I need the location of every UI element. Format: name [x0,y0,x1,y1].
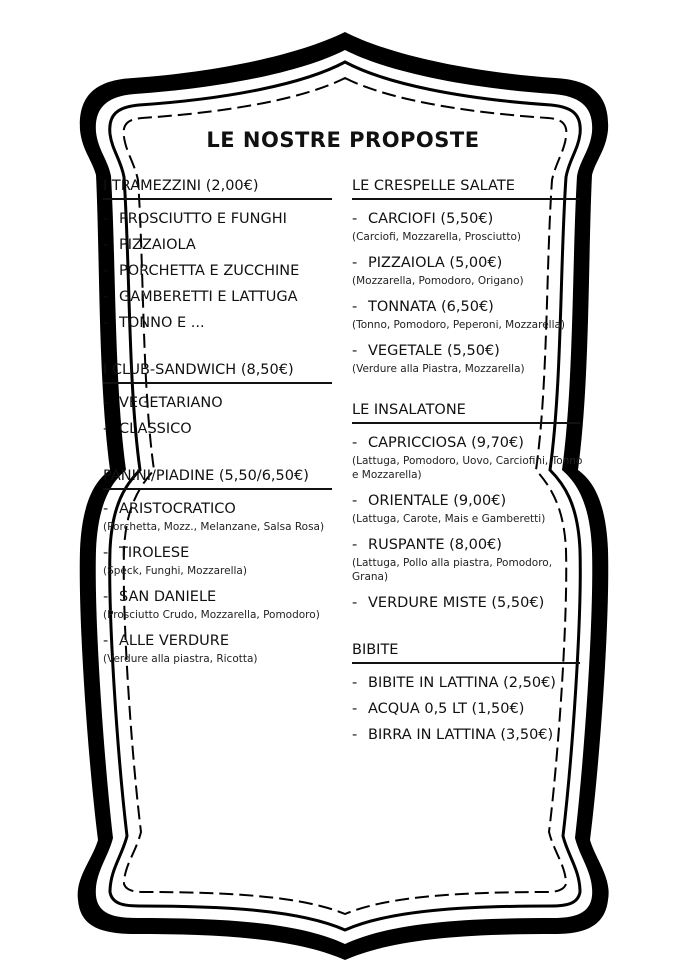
item-name: CAPRICCIOSA (9,70€) [368,435,524,451]
menu-title: LE NOSTRE PROPOSTE [206,128,480,152]
item-name: ACQUA 0,5 LT (1,50€) [368,701,525,717]
menu-item: - TONNO E ... [103,315,205,331]
item-description: (Prosciutto Crudo, Mozzarella, Pomodoro) [103,609,320,621]
section-heading: LE CRESPELLE SALATE [352,178,580,200]
item-name: TONNATA (6,50€) [368,299,494,315]
menu-item: - SAN DANIELE [103,589,217,605]
section-heading: I CLUB-SANDWICH (8,50€) [103,362,332,384]
item-description: (Lattuga, Pollo alla piastra, Pomodoro, Grana) [352,557,553,583]
section-heading: LE INSALATONE [352,402,580,424]
menu-item: - ARISTOCRATICO [103,501,236,517]
menu-item: - RUSPANTE (8,00€) [352,537,502,553]
menu-item: - TIROLESE [103,545,190,561]
menu-item: - VEGETALE (5,50€) [352,343,500,359]
item-name: PORCHETTA E ZUCCHINE [119,263,300,279]
section-panini-piadine [103,468,338,666]
item-name: ALLE VERDURE [119,633,230,649]
right-column [352,178,587,766]
item-name: ARISTOCRATICO [119,501,236,517]
item-description: (Verdure alla Piastra, Mozzarella) [352,363,525,375]
menu-item: - CARCIOFI (5,50€) [352,211,494,227]
menu-item: - VEGETARIANO [103,395,223,411]
menu-item: - PORCHETTA E ZUCCHINE [103,263,300,279]
menu-item: - ORIENTALE (9,00€) [352,493,507,509]
item-description: (Porchetta, Mozz., Melanzane, Salsa Rosa) [103,521,325,533]
item-name: RUSPANTE (8,00€) [368,537,502,553]
item-description: (Speck, Funghi, Mozzarella) [103,565,247,577]
item-description: (Verdure alla piastra, Ricotta) [103,653,258,665]
menu-item: - CAPRICCIOSA (9,70€) [352,435,524,451]
section-heading: BIBITE [352,642,580,664]
item-name: ORIENTALE (9,00€) [368,493,507,509]
item-name: GAMBERETTI E LATTUGA [119,289,298,305]
section-club-sandwich [103,362,338,442]
section-heading: PANINI/PIADINE (5,50/6,50€) [103,468,332,490]
item-name: CLASSICO [119,421,192,437]
item-description: (Carciofi, Mozzarella, Prosciutto) [352,231,522,243]
item-description: (Tonno, Pomodoro, Peperoni, Mozzarella) [352,319,566,331]
item-name: VERDURE MISTE (5,50€) [368,595,545,611]
item-name: BIRRA IN LATTINA (3,50€) [368,727,554,743]
menu-item: - PIZZAIOLA (5,00€) [352,255,503,271]
item-name: TONNO E ... [119,315,205,331]
left-column [103,178,338,684]
menu-item: - PROSCIUTTO E FUNGHI [103,211,287,227]
menu-item: - CLASSICO [103,421,192,437]
item-name: TIROLESE [119,545,190,561]
menu-item: - ACQUA 0,5 LT (1,50€) [352,701,525,717]
item-name: PROSCIUTTO E FUNGHI [119,211,287,227]
item-name: PIZZAIOLA (5,00€) [368,255,503,271]
menu-item: - PIZZAIOLA [103,237,196,253]
menu-item: - VERDURE MISTE (5,50€) [352,595,545,611]
item-name: PIZZAIOLA [119,237,196,253]
section-insalatone [352,402,587,616]
section-bibite [352,642,587,748]
item-name: BIBITE IN LATTINA (2,50€) [368,675,556,691]
menu-item: - GAMBERETTI E LATTUGA [103,289,298,305]
item-description: (Lattuga, Carote, Mais e Gamberetti) [352,513,546,525]
item-name: SAN DANIELE [119,589,217,605]
item-description: (Mozzarella, Pomodoro, Origano) [352,275,524,287]
menu-item: - BIBITE IN LATTINA (2,50€) [352,675,556,691]
item-description: (Lattuga, Pomodoro, Uovo, Carciofini, Tonno e Mozzarella) [352,455,583,481]
menu-item: - ALLE VERDURE [103,633,230,649]
menu-item: - BIRRA IN LATTINA (3,50€) [352,727,554,743]
item-name: VEGETALE (5,50€) [368,343,500,359]
item-name: VEGETARIANO [119,395,223,411]
menu-item: - TONNATA (6,50€) [352,299,494,315]
section-tramezzini [103,178,338,336]
section-crespelle [352,178,587,376]
item-name: CARCIOFI (5,50€) [368,211,494,227]
section-heading: I TRAMEZZINI (2,00€) [103,178,332,200]
